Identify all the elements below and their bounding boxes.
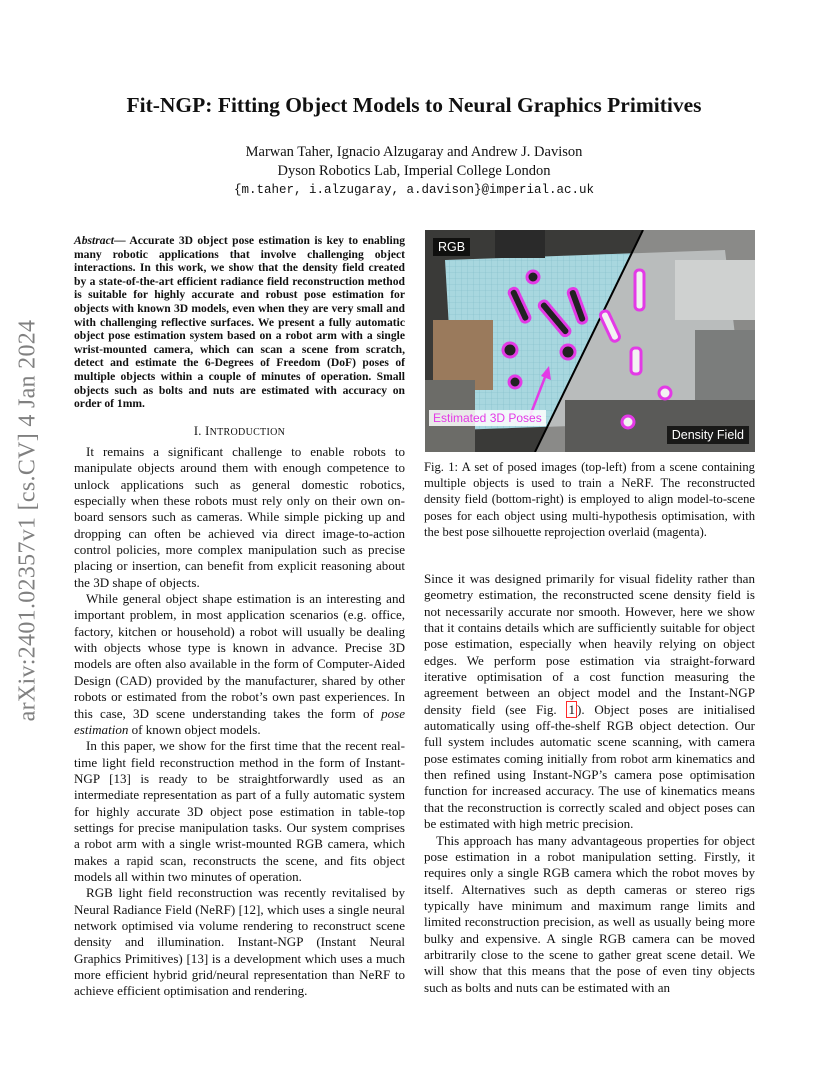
- intro-paragraph-2-text-b: of known object models.: [128, 721, 261, 737]
- abstract-label: Abstract: [74, 234, 114, 247]
- author-emails: {m.taher, i.alzugaray, a.davison}@imperial.ac.uk: [233, 183, 595, 197]
- affiliation: Dyson Robotics Lab, Imperial College London: [277, 163, 551, 179]
- arxiv-identifier-text: arXiv:2401.02357v1 [cs.CV] 4 Jan 2024: [14, 319, 41, 721]
- author-list: Marwan Taher, Ignacio Alzugaray and Andrew J. Davison: [245, 144, 583, 160]
- section-title-rest: NTRODUCTION: [209, 427, 286, 438]
- density-field-label: Density Field: [667, 426, 749, 444]
- left-column-body: [74, 444, 405, 1000]
- section-heading: [74, 424, 405, 439]
- intro-paragraph-3: In this paper, we show for the first time that the recent real-time light field reconstruction method in the form of Instant-NGP [13] is ready to be straightforwardly used as an intermediate representation as part of a fully automatic system for highly accurate 3D object pose estimation in table-top settings for precise manipulation tasks. Our system comprises a robot arm with a single wrist-mounted RGB camera, which makes a rapid scan, reconstructs the scene, and fits object models all within two minutes of operation.: [74, 738, 405, 884]
- abstract: [74, 234, 405, 411]
- intro-paragraph-2-emphasis: pose estimation: [74, 705, 405, 737]
- caption-prefix: Fig. 1:: [424, 460, 462, 474]
- figure-reference-link[interactable]: 1: [568, 701, 576, 717]
- paper-title: Fit-NGP: Fitting Object Models to Neural Graphics Primitives: [126, 93, 702, 117]
- right-paragraph-1-text-a: Since it was designed primarily for visual fidelity rather than geometry estimation, the reconstructed scene density field is not necessarily accurate nor smooth. However, here we show that it contains details which are sufficiently suitable for object pose estimation, especially when heavily relying on object edges. We perform pose estimation via straight-forward iterative optimisation of a cost function measuring the agreement between an object model and the Instant-NGP density field (see Fig.: [424, 571, 755, 717]
- abstract-text: — Accurate 3D object pose estimation is key to enabling many robotic applications that involve challenging object interactions. In this work, we show that the density field created by a state-of-the-art efficient radiance field reconstruction method is suitable for highly accurate and robust pose estimation for objects with known 3D models, even when they are very small and with challenging reflective surfaces. We present a fully automatic object pose estimation system based on a robot arm with a single wrist-mounted camera, which can scan a scene from scratch, detect and estimate the 6-Degrees of Freedom (DoF) poses of multiple objects within a couple of minutes of operation. Small objects such as bolts and nuts are estimated with accuracy on order of 1mm.: [74, 234, 405, 411]
- figure-1-caption: [424, 459, 755, 540]
- rgb-label: RGB: [433, 238, 470, 256]
- intro-paragraph-1: It remains a significant challenge to enable robots to manipulate objects around them with enough competence to unlock applications such as general domestic robotics, especially when these robots must rely only on their own on-board sensors such as cameras. While simple picking up and dropping can often be achieved via direct image-to-action control policies, more complex manipulation such as precise placing or insertion, can benefit from explicit reasoning about the 3D shape of objects.: [74, 444, 405, 590]
- intro-paragraph-2: [74, 591, 405, 738]
- caption-text: A set of posed images (top-left) from a scene containing multiple objects is used to train a NeRF. The reconstructed density field (bottom-right) is employed to align model-to-scene poses for each object using multi-hypothesis optimisation, with the best pose silhouette reprojection overlaid (magenta).: [424, 460, 755, 539]
- right-column-body: [424, 571, 755, 996]
- intro-paragraph-4: RGB light field reconstruction was recently revitalised by Neural Radiance Field (NeRF) [12], which uses a single neural network optimised via volume rendering to reconstruct scene density and illumination. Instant-NGP (Instant Neural Graphics Primitives) [13] is a development which uses a much more efficient hybrid grid/neural representation than NeRF to achieve efficient optimisation and rendering.: [74, 885, 405, 999]
- intro-paragraph-2-text-a: While general object shape estimation is an interesting and important problem, in most application scenarios (e.g. office, factory, kitchen or household) a robot will usually be dealing with objects whose type is known in advance. Precise 3D models are often also available in the form of Computer-Aided Design (CAD) provided by the manufacturer, shared by other robots or estimated from the robot’s own past experiences. In this case, 3D scene understanding takes the form of: [74, 591, 405, 721]
- figure-1-image: [425, 230, 755, 452]
- right-paragraph-1: [424, 571, 755, 833]
- estimated-poses-label: Estimated 3D Poses: [429, 410, 546, 426]
- section-title-first: I: [205, 424, 210, 438]
- right-paragraph-2: This approach has many advantageous properties for object pose estimation in a robot manipulation setting. Firstly, it requires only a single RGB camera which the robot moves by itself. Alternatives such as depth cameras or stereo rigs typically have minimum and maximum range limits and limited reconstruction precision, as well as usually being more bulky and expensive. A single RGB camera can be moved arbitrarily close to the scene to gather great scene detail. We will show that this means that the pose of even tiny objects such as bolts and nuts can be estimated with an: [424, 832, 755, 995]
- section-number: I.: [193, 424, 202, 438]
- arxiv-identifier: [8, 300, 48, 740]
- right-paragraph-1-text-b: ). Object poses are initialised automatically using off-the-shelf RGB object detection. Our full system includes automatic scene scanning, with camera pose estimates coming initially from robot arm kinematics and then refined using Instant-NGP’s camera pose optimisation function for increased accuracy. The use of kinematics means that the reconstruction is correctly scaled and object poses can be estimated with high metric precision.: [424, 701, 755, 832]
